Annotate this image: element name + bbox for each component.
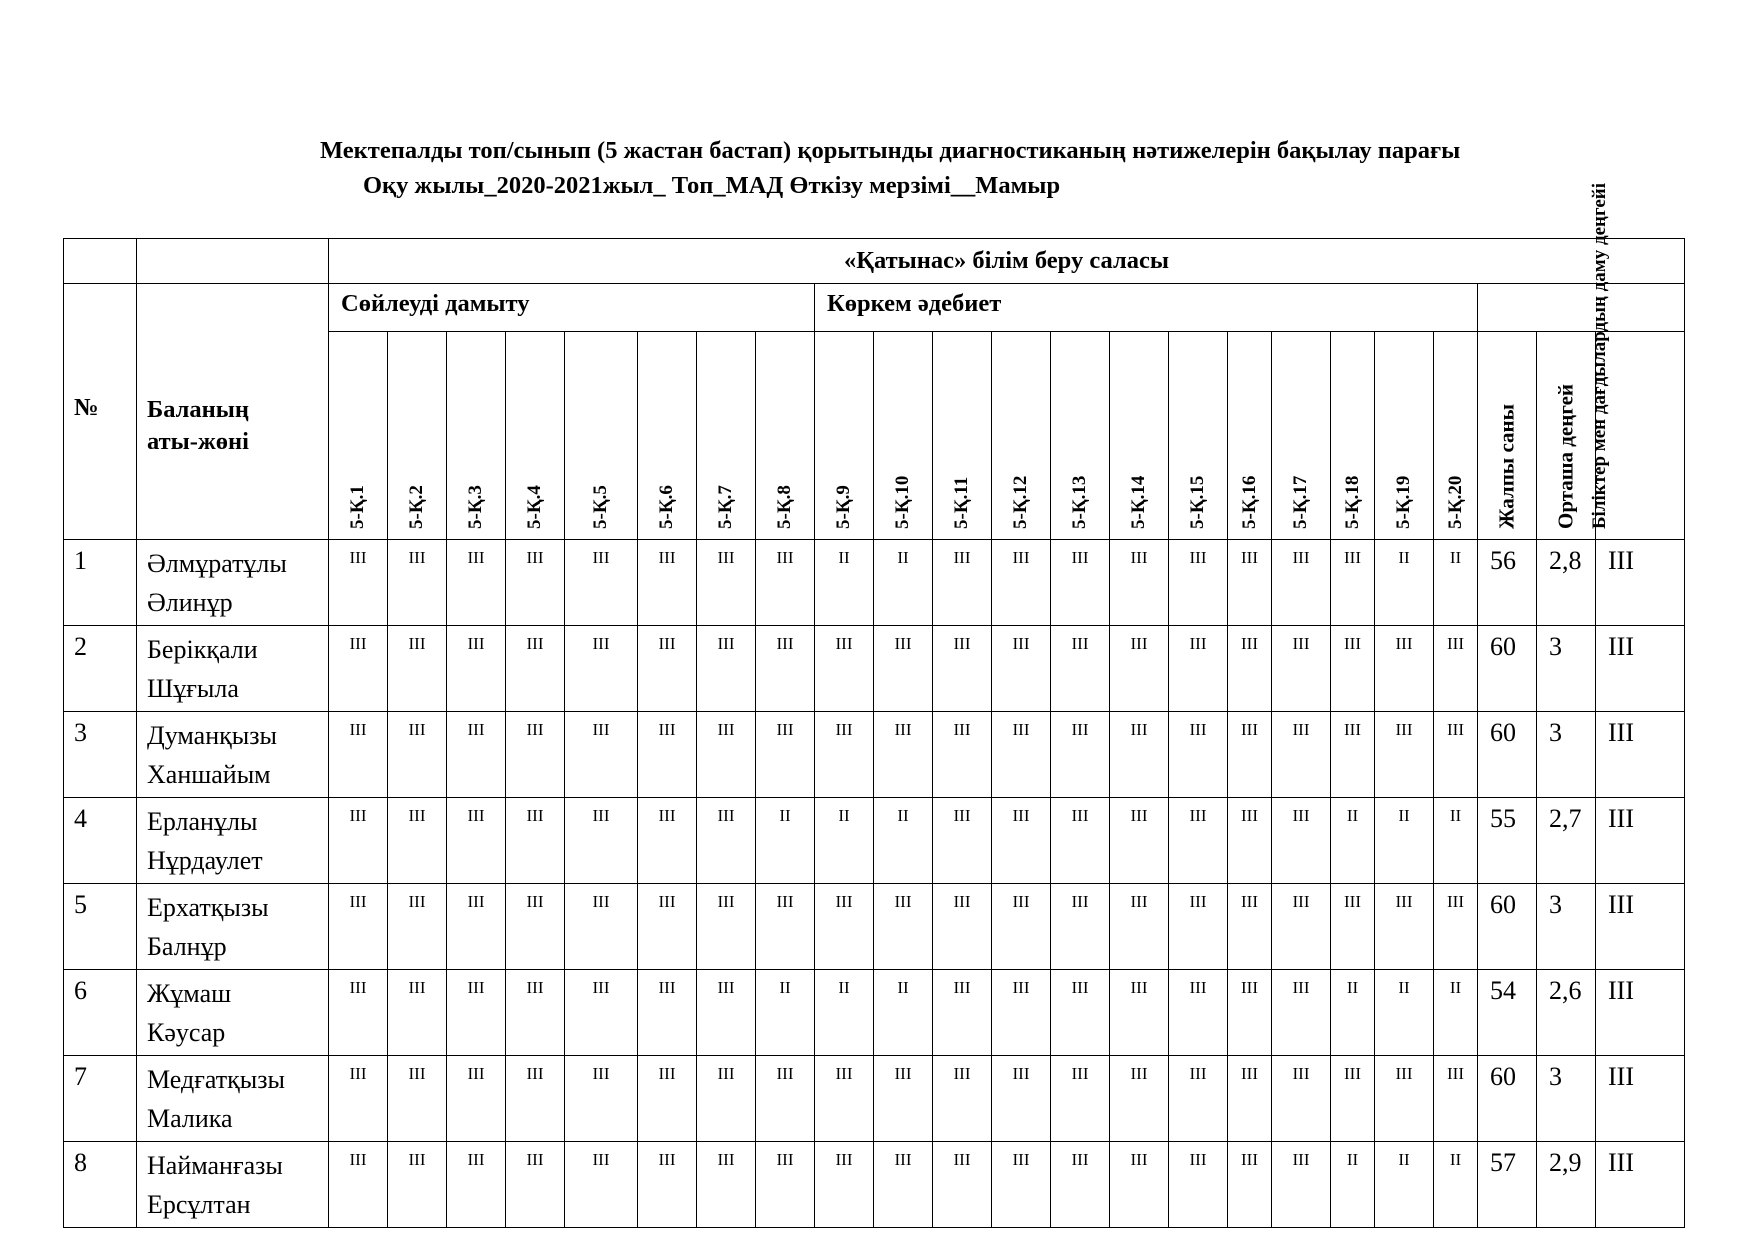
column-header-name <box>137 284 329 540</box>
level-cell: III <box>329 970 388 1056</box>
level-cell: II <box>1375 1142 1434 1228</box>
level-cell: III <box>1272 1056 1331 1142</box>
code-header-2 <box>388 332 447 540</box>
level-cell: III <box>992 626 1051 712</box>
level-cell: III <box>506 798 565 884</box>
table-row <box>64 798 1685 884</box>
name-header-line2: аты-жөні <box>147 428 249 455</box>
level-cell: III <box>565 1142 638 1228</box>
level-cell: III <box>329 540 388 626</box>
level-cell: III <box>565 712 638 798</box>
level-cell: II <box>874 798 933 884</box>
level-cell: III <box>992 1056 1051 1142</box>
level-cell: III <box>565 540 638 626</box>
level-cell: III <box>815 1142 874 1228</box>
code-label: 5-Қ.3 <box>465 485 486 529</box>
level-cell: III <box>874 1056 933 1142</box>
level-cell: III <box>1434 626 1478 712</box>
level-cell: III <box>815 626 874 712</box>
code-label: 5-Қ.1 <box>347 485 368 529</box>
average-cell: 2,9 <box>1537 1142 1596 1228</box>
level-cell: III <box>1169 970 1228 1056</box>
level-cell: III <box>447 1142 506 1228</box>
child-given-name: Балнұр <box>147 932 227 961</box>
skill-level-cell: III <box>1596 884 1685 970</box>
level-cell: III <box>388 712 447 798</box>
code-label: 5-Қ.18 <box>1341 475 1363 529</box>
level-cell: III <box>638 540 697 626</box>
code-header-11 <box>933 332 992 540</box>
total-cell: 56 <box>1478 540 1537 626</box>
level-cell: III <box>638 970 697 1056</box>
table-row <box>64 1056 1685 1142</box>
child-name <box>137 626 329 712</box>
level-cell: III <box>1228 884 1272 970</box>
code-label: 5-Қ.6 <box>656 485 677 529</box>
level-cell: III <box>1110 1142 1169 1228</box>
level-cell: III <box>329 712 388 798</box>
level-cell: III <box>388 1056 447 1142</box>
level-cell: III <box>1331 1056 1375 1142</box>
child-given-name: Кәусар <box>147 1018 226 1047</box>
level-cell: III <box>1228 712 1272 798</box>
row-number: 7 <box>64 1056 137 1142</box>
row-number: 2 <box>64 626 137 712</box>
level-cell: III <box>329 1056 388 1142</box>
level-cell: II <box>1375 540 1434 626</box>
level-cell: III <box>506 1056 565 1142</box>
child-given-name: Малика <box>147 1104 233 1133</box>
average-cell: 3 <box>1537 1056 1596 1142</box>
level-cell: II <box>874 970 933 1056</box>
level-cell: III <box>756 884 815 970</box>
level-cell: III <box>933 626 992 712</box>
level-cell: III <box>447 540 506 626</box>
level-cell: III <box>638 1056 697 1142</box>
code-header-1 <box>329 332 388 540</box>
code-label: 5-Қ.11 <box>951 476 972 529</box>
level-cell: III <box>1051 884 1110 970</box>
level-cell: III <box>506 884 565 970</box>
code-header-10 <box>874 332 933 540</box>
level-cell: III <box>697 1056 756 1142</box>
code-label: 5-Қ.20 <box>1444 475 1466 529</box>
level-cell: III <box>756 1056 815 1142</box>
child-name <box>137 1056 329 1142</box>
level-cell: III <box>1051 1142 1110 1228</box>
code-header-12 <box>992 332 1051 540</box>
code-header-18 <box>1331 332 1375 540</box>
child-surname: Найманғазы <box>147 1151 283 1180</box>
code-header-9 <box>815 332 874 540</box>
child-surname: Думанқызы <box>147 721 277 750</box>
level-cell: III <box>992 970 1051 1056</box>
child-surname: Берікқали <box>147 635 258 664</box>
row-number: 3 <box>64 712 137 798</box>
level-cell: III <box>1228 1142 1272 1228</box>
document-subtitle: Оқу жылы_2020-2021жыл_ Топ_МАД Өткізу мерзімі__Мамыр <box>363 172 1061 199</box>
code-header-14 <box>1110 332 1169 540</box>
level-cell: III <box>1051 798 1110 884</box>
level-cell: III <box>638 712 697 798</box>
level-cell: III <box>933 712 992 798</box>
total-cell: 60 <box>1478 884 1537 970</box>
level-cell: III <box>815 712 874 798</box>
level-cell: III <box>697 970 756 1056</box>
skill-level-cell: III <box>1596 1142 1685 1228</box>
level-cell: III <box>1228 1056 1272 1142</box>
code-header-13 <box>1051 332 1110 540</box>
level-cell: III <box>447 712 506 798</box>
child-given-name: Шұғыла <box>147 674 239 703</box>
level-cell: III <box>1375 712 1434 798</box>
level-cell: III <box>1272 970 1331 1056</box>
level-cell: III <box>329 1142 388 1228</box>
level-cell: III <box>1434 1056 1478 1142</box>
level-cell: III <box>1272 798 1331 884</box>
level-cell: III <box>329 798 388 884</box>
code-header-4 <box>506 332 565 540</box>
level-cell: III <box>1331 884 1375 970</box>
level-cell: II <box>815 540 874 626</box>
code-label: 5-Қ.13 <box>1069 475 1090 529</box>
child-surname: Әлмұратұлы <box>147 549 287 578</box>
level-cell: III <box>388 540 447 626</box>
level-cell: II <box>815 798 874 884</box>
level-cell: III <box>1169 1142 1228 1228</box>
level-cell: III <box>933 970 992 1056</box>
code-header-5 <box>565 332 638 540</box>
level-cell: II <box>874 540 933 626</box>
level-cell: III <box>874 626 933 712</box>
total-cell: 57 <box>1478 1142 1537 1228</box>
total-cell: 55 <box>1478 798 1537 884</box>
level-cell: III <box>447 798 506 884</box>
level-cell: III <box>1375 884 1434 970</box>
level-cell: III <box>992 540 1051 626</box>
level-cell: III <box>329 626 388 712</box>
row-number: 8 <box>64 1142 137 1228</box>
level-cell: III <box>1331 712 1375 798</box>
level-cell: III <box>1169 1056 1228 1142</box>
average-cell: 3 <box>1537 626 1596 712</box>
skill-level-cell: III <box>1596 970 1685 1056</box>
level-cell: II <box>1331 798 1375 884</box>
level-cell: III <box>756 626 815 712</box>
code-label: 5-Қ.15 <box>1187 475 1208 529</box>
skill-level-cell: III <box>1596 1056 1685 1142</box>
level-cell: III <box>1110 970 1169 1056</box>
average-cell: 2,6 <box>1537 970 1596 1056</box>
level-cell: III <box>756 540 815 626</box>
level-cell: III <box>506 712 565 798</box>
level-cell: III <box>933 798 992 884</box>
level-cell: III <box>1169 626 1228 712</box>
document-title: Мектепалды топ/сынып (5 жастан бастап) қорытынды диагностиканың нәтижелерін бақылау парағы <box>320 137 1461 164</box>
skill-level-cell: III <box>1596 626 1685 712</box>
total-cell: 60 <box>1478 626 1537 712</box>
blank-cell <box>1478 284 1685 332</box>
level-cell: III <box>565 798 638 884</box>
child-name <box>137 540 329 626</box>
code-label: 5-Қ.9 <box>833 485 854 529</box>
level-cell: III <box>388 626 447 712</box>
level-cell: III <box>565 1056 638 1142</box>
level-cell: II <box>1434 798 1478 884</box>
level-cell: II <box>1331 970 1375 1056</box>
table-row <box>64 884 1685 970</box>
header-row-sections <box>64 284 1685 332</box>
section-speech-development: Сөйлеуді дамыту <box>329 284 815 332</box>
level-cell: III <box>874 884 933 970</box>
level-cell: III <box>815 884 874 970</box>
level-cell: III <box>1228 798 1272 884</box>
code-label: 5-Қ.19 <box>1393 475 1414 529</box>
level-cell: III <box>1051 540 1110 626</box>
column-header-number: № <box>64 284 137 540</box>
level-cell: III <box>992 798 1051 884</box>
level-cell: III <box>506 970 565 1056</box>
blank-cell <box>64 239 137 284</box>
table-row <box>64 1142 1685 1228</box>
column-header-total <box>1478 332 1537 540</box>
column-header-average <box>1537 332 1596 540</box>
level-cell: III <box>697 884 756 970</box>
level-cell: III <box>1169 884 1228 970</box>
code-label: 5-Қ.10 <box>892 475 913 529</box>
level-cell: III <box>697 1142 756 1228</box>
code-label: 5-Қ.14 <box>1128 475 1149 529</box>
level-cell: III <box>933 540 992 626</box>
level-cell: III <box>1375 1056 1434 1142</box>
level-cell: II <box>1375 970 1434 1056</box>
average-cell: 2,7 <box>1537 798 1596 884</box>
level-cell: III <box>1169 540 1228 626</box>
skill-level-cell: III <box>1596 540 1685 626</box>
level-cell: III <box>933 1142 992 1228</box>
column-header-skill-level <box>1589 182 1685 540</box>
table-row <box>64 712 1685 798</box>
level-cell: III <box>565 884 638 970</box>
child-surname: Медғатқызы <box>147 1065 285 1094</box>
child-surname: Ерхатқызы <box>147 893 269 922</box>
area-title: «Қатынас» білім беру саласы <box>329 239 1685 284</box>
total-cell: 60 <box>1478 712 1537 798</box>
column-header-total-label: Жалпы саны <box>1494 403 1519 529</box>
level-cell: III <box>388 970 447 1056</box>
total-cell: 54 <box>1478 970 1537 1056</box>
level-cell: II <box>1434 970 1478 1056</box>
code-label: 5-Қ.2 <box>406 485 427 529</box>
code-label: 5-Қ.17 <box>1290 475 1311 529</box>
level-cell: III <box>697 712 756 798</box>
child-name <box>137 798 329 884</box>
level-cell: III <box>1272 540 1331 626</box>
level-cell: III <box>388 1142 447 1228</box>
code-header-19 <box>1375 332 1434 540</box>
table-row <box>64 970 1685 1056</box>
code-label: 5-Қ.4 <box>524 485 545 529</box>
child-given-name: Әлинұр <box>147 588 233 617</box>
level-cell: III <box>638 1142 697 1228</box>
level-cell: II <box>815 970 874 1056</box>
section-literature: Көркем әдебиет <box>815 284 1478 332</box>
level-cell: III <box>874 1142 933 1228</box>
table-row <box>64 540 1685 626</box>
level-cell: III <box>1110 540 1169 626</box>
name-header-line1: Баланың <box>147 396 250 423</box>
level-cell: III <box>565 626 638 712</box>
child-name <box>137 1142 329 1228</box>
skill-level-cell: III <box>1596 712 1685 798</box>
level-cell: II <box>1434 1142 1478 1228</box>
level-cell: III <box>506 1142 565 1228</box>
level-cell: III <box>1272 712 1331 798</box>
level-cell: III <box>1110 884 1169 970</box>
level-cell: III <box>447 970 506 1056</box>
code-header-20 <box>1434 332 1478 540</box>
level-cell: III <box>992 1142 1051 1228</box>
code-label: 5-Қ.8 <box>774 485 795 529</box>
level-cell: II <box>756 970 815 1056</box>
level-cell: III <box>933 884 992 970</box>
level-cell: II <box>1331 1142 1375 1228</box>
child-name <box>137 884 329 970</box>
code-header-7 <box>697 332 756 540</box>
level-cell: III <box>329 884 388 970</box>
level-cell: III <box>1169 712 1228 798</box>
average-cell: 3 <box>1537 884 1596 970</box>
level-cell: III <box>1051 626 1110 712</box>
code-header-3 <box>447 332 506 540</box>
level-cell: III <box>1110 1056 1169 1142</box>
child-name <box>137 970 329 1056</box>
level-cell: III <box>933 1056 992 1142</box>
level-cell: III <box>992 712 1051 798</box>
code-header-16 <box>1228 332 1272 540</box>
code-header-8 <box>756 332 815 540</box>
level-cell: III <box>992 884 1051 970</box>
code-header-17 <box>1272 332 1331 540</box>
table-row <box>64 626 1685 712</box>
level-cell: III <box>506 626 565 712</box>
level-cell: III <box>1272 626 1331 712</box>
level-cell: III <box>1110 712 1169 798</box>
level-cell: III <box>638 626 697 712</box>
level-cell: III <box>697 626 756 712</box>
code-header-6 <box>638 332 697 540</box>
child-surname: Жұмаш <box>147 979 232 1008</box>
level-cell: III <box>565 970 638 1056</box>
level-cell: III <box>1434 712 1478 798</box>
code-header-15 <box>1169 332 1228 540</box>
code-label: 5-Қ.12 <box>1010 475 1031 529</box>
level-cell: III <box>447 626 506 712</box>
column-header-average-label: Орташа деңгей <box>1553 383 1578 529</box>
child-given-name: Ханшайым <box>147 760 271 789</box>
average-cell: 3 <box>1537 712 1596 798</box>
child-name <box>137 712 329 798</box>
level-cell: III <box>506 540 565 626</box>
level-cell: III <box>1434 884 1478 970</box>
level-cell: III <box>756 712 815 798</box>
level-cell: III <box>447 1056 506 1142</box>
level-cell: III <box>1228 970 1272 1056</box>
level-cell: III <box>697 540 756 626</box>
level-cell: III <box>1110 626 1169 712</box>
level-cell: III <box>388 798 447 884</box>
level-cell: III <box>388 884 447 970</box>
level-cell: III <box>447 884 506 970</box>
child-surname: Ерланұлы <box>147 807 258 836</box>
level-cell: III <box>1375 626 1434 712</box>
level-cell: III <box>874 712 933 798</box>
level-cell: III <box>815 1056 874 1142</box>
level-cell: III <box>697 798 756 884</box>
code-label: 5-Қ.5 <box>590 485 611 529</box>
row-number: 1 <box>64 540 137 626</box>
blank-cell <box>137 239 329 284</box>
code-label: 5-Қ.7 <box>715 485 736 529</box>
level-cell: III <box>638 884 697 970</box>
level-cell: III <box>1051 1056 1110 1142</box>
level-cell: III <box>1169 798 1228 884</box>
level-cell: III <box>1110 798 1169 884</box>
header-row-area <box>64 239 1685 284</box>
level-cell: III <box>756 1142 815 1228</box>
level-cell: III <box>1228 626 1272 712</box>
skill-header-label: Біліктер мен дағдылардың даму деңгейі <box>1589 182 1610 529</box>
average-cell: 2,8 <box>1537 540 1596 626</box>
level-cell: III <box>1228 540 1272 626</box>
skill-level-cell: III <box>1596 798 1685 884</box>
level-cell: II <box>1375 798 1434 884</box>
level-cell: III <box>1331 540 1375 626</box>
level-cell: III <box>1051 712 1110 798</box>
child-given-name: Нұрдаулет <box>147 846 263 875</box>
level-cell: III <box>1272 884 1331 970</box>
level-cell: II <box>756 798 815 884</box>
total-cell: 60 <box>1478 1056 1537 1142</box>
row-number: 6 <box>64 970 137 1056</box>
level-cell: III <box>638 798 697 884</box>
child-given-name: Ерсұлтан <box>147 1190 251 1219</box>
level-cell: III <box>1051 970 1110 1056</box>
row-number: 5 <box>64 884 137 970</box>
row-number: 4 <box>64 798 137 884</box>
code-label: 5-Қ.16 <box>1238 475 1260 529</box>
level-cell: II <box>1434 540 1478 626</box>
level-cell: III <box>1331 626 1375 712</box>
level-cell: III <box>1272 1142 1331 1228</box>
